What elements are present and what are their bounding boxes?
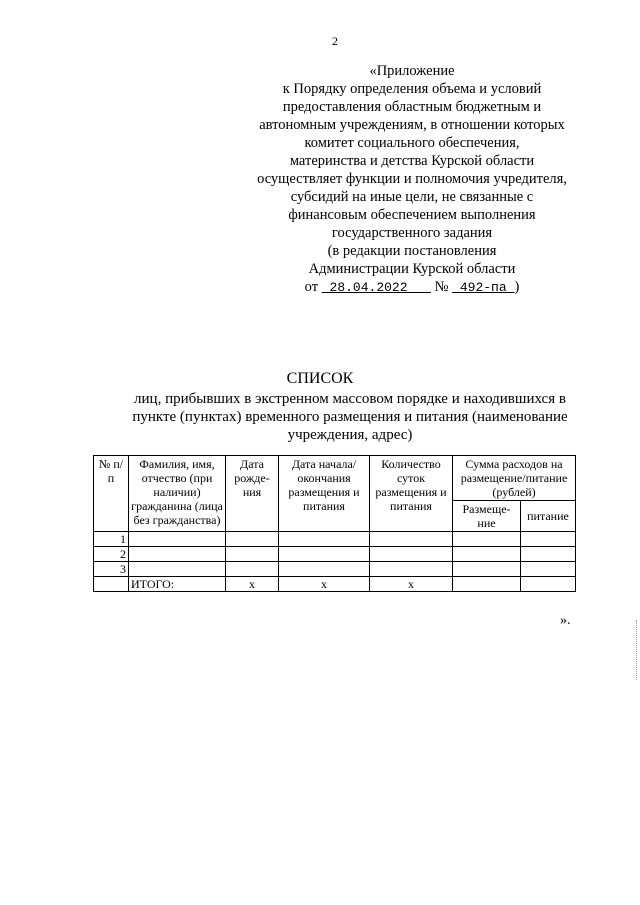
appendix-line: осуществляет функции и полномочия учредителя, [257,171,567,187]
decree-date-line [232,278,592,297]
date-prefix: от [304,279,319,295]
total-row [94,577,576,592]
appendix-line: финансовым обеспечением выполнения [288,207,536,223]
table-row: 2 [94,547,576,562]
total-mark: х [370,577,453,592]
header-num: № п/п [94,456,129,532]
table-row: 3 [94,562,576,577]
appendix-line: субсидий на иные цели, не связанные с [290,189,534,205]
number-prefix: № [434,279,449,295]
decree-number: 492-па [459,280,507,295]
closing-quote: ». [560,613,571,628]
header-days: Количество суток размещения и питания [370,456,453,532]
header-sum-accommodation: Размеще-ние [453,501,521,532]
subtitle-line: пункте (пунктах) временного размещения и питания (наименование [132,409,568,425]
header-birth: Дата рожде-ния [226,456,279,532]
page-number: 2 [332,34,338,48]
document-title: СПИСОК [286,370,354,387]
scan-edge-marks [634,620,637,680]
appendix-line: государственного задания [331,225,493,241]
header-dates: Дата начала/ окончания размещения и питания [279,456,370,532]
decree-date: 28.04.2022 [329,280,408,295]
header-name: Фамилия, имя, отчество (при наличии) гражданина (лица без гражданства) [129,456,226,532]
header-sum-food: питание [521,501,576,532]
header-sum: Сумма расходов на размещение/питание (рублей) [453,456,576,501]
subtitle-line: учреждения, адрес) [287,427,413,443]
document-subtitle [100,390,600,444]
subtitle-line: лиц, прибывших в экстренном массовом порядке и находившихся в [134,391,566,407]
appendix-line: предоставления областным бюджетным и [282,99,542,115]
closing-paren: ) [514,279,520,295]
appendix-line: комитет социального обеспечения, [304,135,520,151]
total-label: ИТОГО: [129,577,226,592]
appendix-line: (в редакции постановления [327,243,497,259]
appendix-line: к Порядку определения объема и условий [282,81,542,97]
appendix-line: материнства и детства Курской области [289,153,535,169]
persons-table [93,455,576,592]
appendix-line: «Приложение [369,63,455,79]
appendix-header [232,62,592,297]
table-row: 1 [94,532,576,547]
appendix-line: Администрации Курской области [308,261,516,277]
total-mark: х [226,577,279,592]
appendix-line: автономным учреждениям, в отношении которых [259,117,565,133]
total-mark: х [279,577,370,592]
